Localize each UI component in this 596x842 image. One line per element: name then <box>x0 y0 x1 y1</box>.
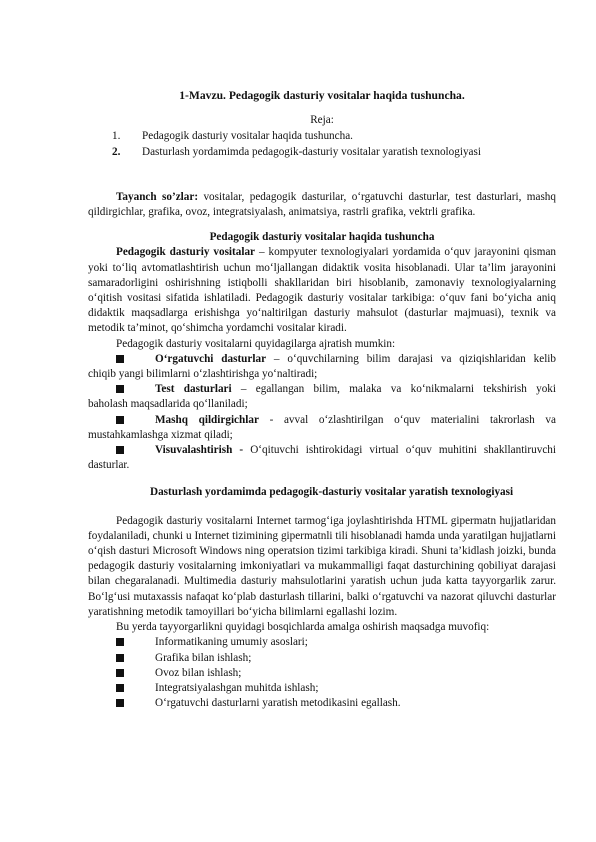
list-item <box>88 635 556 650</box>
bullet-square-icon <box>115 683 125 693</box>
list-item-continuation: chiqib yangi bilimlarni o‘zlashtirishga yo‘naltiradi; <box>88 368 318 381</box>
document-title: 1-Mavzu. Pedagogik dasturiy vositalar haqida tushuncha. <box>179 89 465 102</box>
bullet-square-icon <box>115 698 125 708</box>
plan-item-text: Pedagogik dasturiy vositalar haqida tushuncha. <box>142 130 353 143</box>
list-item <box>88 681 556 696</box>
bullet-square-icon <box>115 637 125 647</box>
list-item-text: Integratsiyalashgan muhitda ishlash; <box>155 681 319 694</box>
list-item-term: Test dasturlari <box>155 383 232 396</box>
definition-text: – kompyuter texnologiyalari yordamida o‘quv jarayonini qisman yoki to‘liq avtomatlashtirish uchun mo‘ljallangan didaktik vosita hisoblanadi. Ular ta’lim jarayonini samaradorligini oshirishning istiqbolli shakllaridan biri hisoblanib, zamonaviy texnologiyalarning o‘qitish vositasi sifatida ishlatiladi. Pedagogik dasturiy vositalar tarkibiga: o‘quv fani bo‘yicha aniq didaktik maqsadlarga erishishga yo‘naltirilgan dasturiy mahsulot (dasturlar majmuasi), texnik va metodik ta’minot, qo‘shimcha yordamchi vositalar kiradi. <box>88 246 556 335</box>
list-item-continuation: mustahkamlashga xizmat qiladi; <box>88 428 233 441</box>
plan-item-number: 2. <box>112 145 121 158</box>
bullet-square-icon <box>115 384 125 394</box>
term: Pedagogik dasturiy vositalar <box>116 246 256 259</box>
document-page <box>88 88 556 711</box>
list-item-term: O‘rgatuvchi dasturlar <box>155 352 267 365</box>
bullet-square-icon <box>115 415 125 425</box>
body-paragraph: Bu yerda tayyorgarlikni quyidagi bosqichlarda amalga oshirish maqsadga muvofiq: <box>116 621 490 634</box>
list-item <box>88 696 556 711</box>
plan-item-text: Dasturlash yordamimda pedagogik-dasturiy vositalar yaratish texnologiyasi <box>142 145 481 158</box>
keywords-text: vositalar, pedagogik dasturilar, o‘rgatuvchi dasturlar, test dasturlari, mashq qildirgichlar, grafika, ovoz, integratsiyalash, animatsiya, rastrli grafika, vektrli grafika. <box>88 190 556 219</box>
list-item <box>88 352 556 382</box>
list-item-text: O‘rgatuvchi dasturlarni yaratish metodikasini egallash. <box>155 697 401 710</box>
plan-heading: Reja: <box>310 114 334 127</box>
list-item <box>88 443 556 473</box>
list-item-text: Ovoz bilan ishlash; <box>155 666 242 679</box>
list-item <box>88 413 556 443</box>
list-item-term: Mashq qildirgichlar <box>155 413 259 426</box>
section-heading: Pedagogik dasturiy vositalar haqida tushuncha <box>209 231 435 244</box>
list-item-text: - avval o‘zlashtirilgan o‘quv materialini takrorlash va <box>258 413 556 426</box>
bullet-square-icon <box>115 668 125 678</box>
keywords-paragraph <box>88 190 556 220</box>
body-paragraph: Pedagogik dasturiy vositalarni Internet tarmog‘iga joylashtirishda HTML gipermatn hujjatlaridan foydalaniladi, chunki u Internet tizimining gipermatnli tili hisoblanadi hamda unda yaratilgan hujjatlarni o‘qish dasturi Microsoft Windows ning operatsion tizimi tarkibiga kiradi. Shuni ta’kidlash joizki, bunda pedagogik dasturiy vositalarning imkoniyatlari va mukammalligi faqat dasturchining qobiliyat darajasi bilan chegaralanadi. Multimedia dasturiy mahsulotlarini yaratish uchun juda katta tayyorgarlik zarur. Bo‘lg‘usi mutaxassis nafaqat ko‘plab dasturlash tillarini, balki o‘rgatuvchi va nazorat qiluvchi dasturlar yaratishning metodik tamoyillari bo‘yicha bilimlarni egallashi lozim. <box>88 514 556 618</box>
plan-item <box>112 145 556 160</box>
plan-item <box>112 129 556 144</box>
plan-item-number: 1. <box>112 130 121 143</box>
intro-paragraph: Pedagogik dasturiy vositalarni quyidagilarga ajratish mumkin: <box>116 337 396 350</box>
list-item <box>88 382 556 412</box>
list-item-text: O‘qituvchi ishtirokidagi virtual o‘quv muhitini shakllantiruvchi <box>243 444 556 457</box>
list-item <box>88 666 556 681</box>
bullet-square-icon <box>115 653 125 663</box>
list-item-continuation: dasturlar. <box>88 459 130 472</box>
plan-list <box>88 129 556 159</box>
list-item-term: Visuvalashtirish - <box>155 444 244 457</box>
list-item-text: – o‘quvchilarning bilim darajasi va qiziqishlaridan kelib <box>266 352 557 365</box>
list-item-text: Grafika bilan ishlash; <box>155 651 252 664</box>
list-item-text: – egallangan bilim, malaka va ko‘nikmalarni tekshirish yoki <box>231 383 556 396</box>
list-item-continuation: baholash maqsadlarida qo‘llaniladi; <box>88 398 248 411</box>
section-heading: Dasturlash yordamimda pedagogik-dasturiy vositalar yaratish texnologiyasi <box>150 486 514 499</box>
bullet-square-icon <box>115 445 125 455</box>
list-item-text: Informatikaning umumiy asoslari; <box>155 636 308 649</box>
list-item <box>88 651 556 666</box>
definition-paragraph <box>88 245 556 336</box>
bullet-square-icon <box>115 354 125 364</box>
keywords-label: Tayanch so’zlar: <box>116 190 199 203</box>
